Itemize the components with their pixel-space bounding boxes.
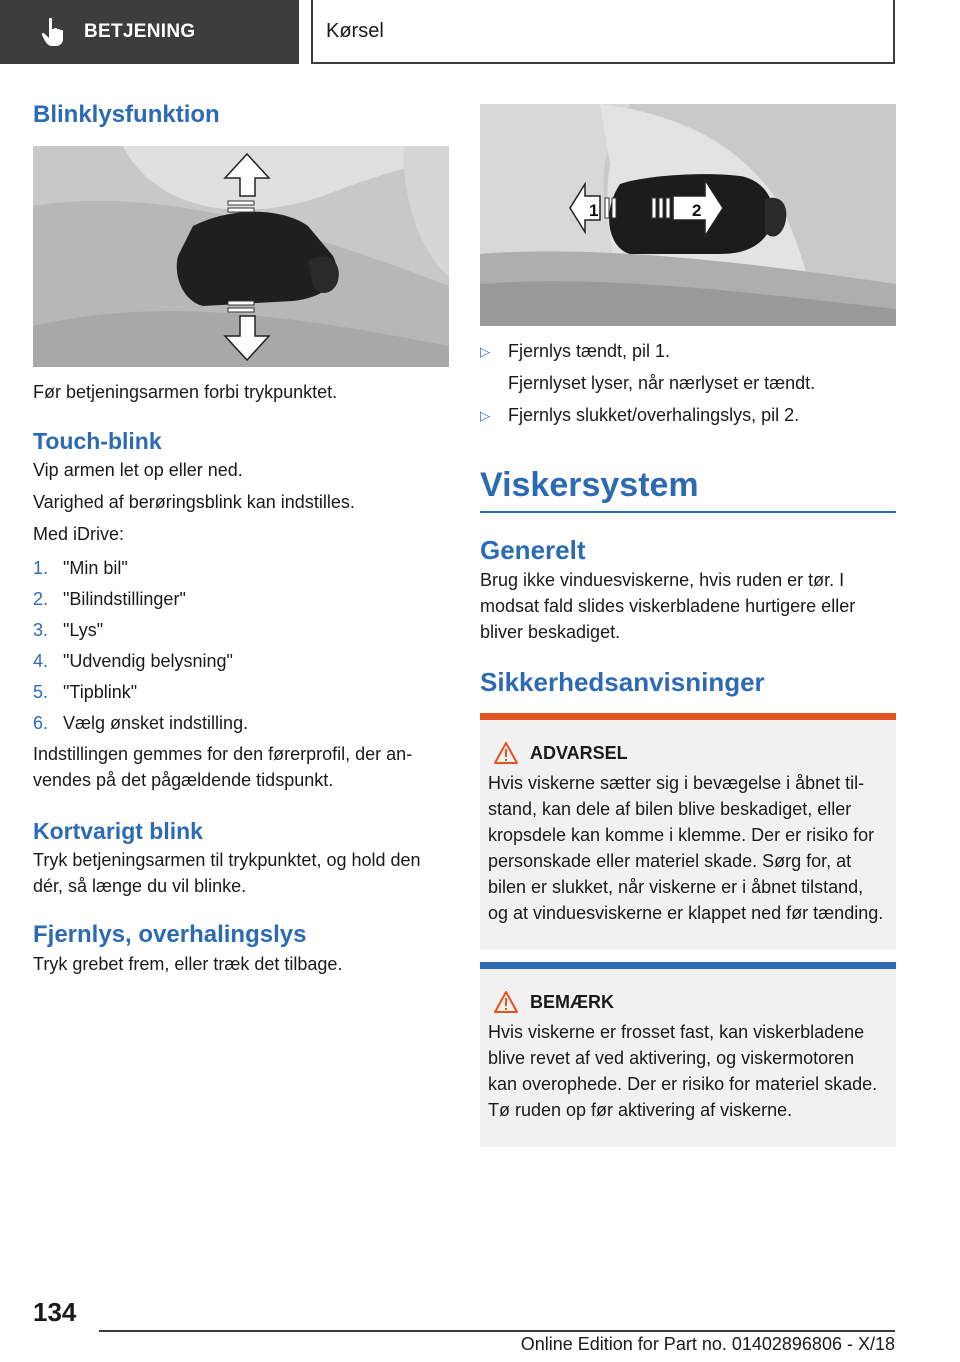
list-item	[480, 402, 896, 429]
high-beam-bullets	[480, 338, 896, 429]
note-triangle-icon	[494, 991, 518, 1013]
heading-high-beam: Fjernlys, overhalingslys	[33, 921, 307, 948]
heading-touch-blink: Touch-blink	[33, 428, 162, 454]
touch-text-4: Indstillingen gemmes for den førerprofil, der anvendes på det pågældende tidspunkt.	[33, 744, 413, 790]
general-text: Brug ikke vinduesviskerne, hvis ruden er tør. I modsat fald slides viskerbladene hurtigere eller bliver beskadiget.	[480, 570, 856, 642]
triangle-bullet-icon: ▷	[480, 408, 490, 423]
section-header	[311, 0, 895, 64]
step-text: "Udvendig belysning"	[63, 651, 233, 671]
heading-short-blink: Kortvarigt blink	[33, 818, 203, 844]
footer-rule	[99, 1330, 895, 1332]
section-title: Kørsel	[326, 19, 384, 42]
blinker-stalk-drawing	[33, 146, 449, 367]
step-text: "Min bil"	[63, 558, 128, 578]
heading-wiper-system: Viskersystem	[480, 466, 699, 504]
right-column	[480, 104, 896, 1147]
left-column	[33, 100, 449, 977]
note-bar	[480, 962, 896, 969]
list-item	[480, 338, 896, 396]
note-box	[480, 962, 896, 1147]
chapter-tab	[0, 0, 299, 64]
short-blink-text: Tryk betjeningsarmen til trykpunktet, og hold den dér, så længe du vil blinke.	[33, 850, 421, 896]
warning-triangle-icon	[494, 742, 518, 764]
list-item	[33, 553, 449, 584]
high-beam-stalk-drawing	[480, 104, 896, 326]
hand-pointer-icon	[40, 17, 66, 47]
footer-edition: Online Edition for Part no. 01402896806 - X/18	[520, 1334, 895, 1354]
step-number: 4.	[33, 651, 49, 671]
note-body: Hvis viskerne er frosset fast, kan viskerbladene blive revet af ved aktivering, og viskermotoren kan overophede. Der er risiko for materiel skade. Tø ruden op før aktivering af viskerne.	[488, 1022, 878, 1120]
list-item	[33, 615, 449, 646]
blinker-stalk-illustration	[33, 146, 449, 367]
warning-title: ADVARSEL	[530, 742, 628, 763]
high-beam-stalk-illustration	[480, 104, 896, 326]
warning-box	[480, 713, 896, 950]
list-item	[33, 677, 449, 708]
bullet-text: Fjernlys slukket/overhalingslys, pil 2.	[508, 405, 800, 425]
heading-blinker: Blinklysfunktion	[33, 101, 220, 128]
list-item	[33, 584, 449, 615]
bullet-subtext: Fjernlyset lyser, når nærlyset er tændt.	[508, 373, 816, 393]
step-text: "Lys"	[63, 620, 104, 640]
list-item	[33, 708, 449, 739]
heading-safety: Sikkerhedsanvisninger	[480, 667, 765, 697]
note-title: BEMÆRK	[530, 991, 614, 1012]
step-text: Vælg ønsket indstilling.	[63, 713, 249, 733]
warning-bar	[480, 713, 896, 720]
step-number: 2.	[33, 589, 49, 609]
note-title-row	[488, 991, 888, 1013]
arrow-label-2: 2	[692, 201, 702, 220]
step-number: 3.	[33, 620, 49, 640]
touch-text-1: Vip armen let op eller ned.	[33, 460, 243, 480]
caption-blinker: Før betjeningsarmen forbi trykpunktet.	[33, 382, 338, 402]
heading-rule	[480, 511, 896, 513]
step-number: 6.	[33, 713, 49, 733]
bullet-text: Fjernlys tændt, pil 1.	[508, 341, 671, 361]
warning-body: Hvis viskerne sætter sig i bevægelse i åbnet tilstand, kan dele af bilen blive beskadiget, eller kropsdele kan komme i klemme. Der er risiko for personskade eller materiel skade. Sørg for, at bilen er slukket, når viskerne er i åbnet tilstand, og at vinduesviskerne er klappet ned før tænding.	[488, 773, 884, 923]
list-item	[33, 646, 449, 677]
arrow-label-1: 1	[589, 201, 599, 220]
high-beam-text: Tryk grebet frem, eller træk det tilbage.	[33, 954, 343, 974]
step-text: "Tipblink"	[63, 682, 138, 702]
touch-text-2: Varighed af berøringsblink kan indstilles.	[33, 492, 355, 512]
chapter-label: BETJENING	[84, 21, 196, 42]
step-number: 1.	[33, 558, 49, 578]
idrive-steps-list	[33, 553, 449, 739]
triangle-bullet-icon: ▷	[480, 344, 490, 359]
step-text: "Bilindstillinger"	[63, 589, 186, 609]
heading-general: Generelt	[480, 535, 586, 565]
touch-text-3: Med iDrive:	[33, 524, 125, 544]
page-number: 134	[33, 1297, 77, 1327]
warning-title-row	[488, 742, 888, 764]
step-number: 5.	[33, 682, 49, 702]
